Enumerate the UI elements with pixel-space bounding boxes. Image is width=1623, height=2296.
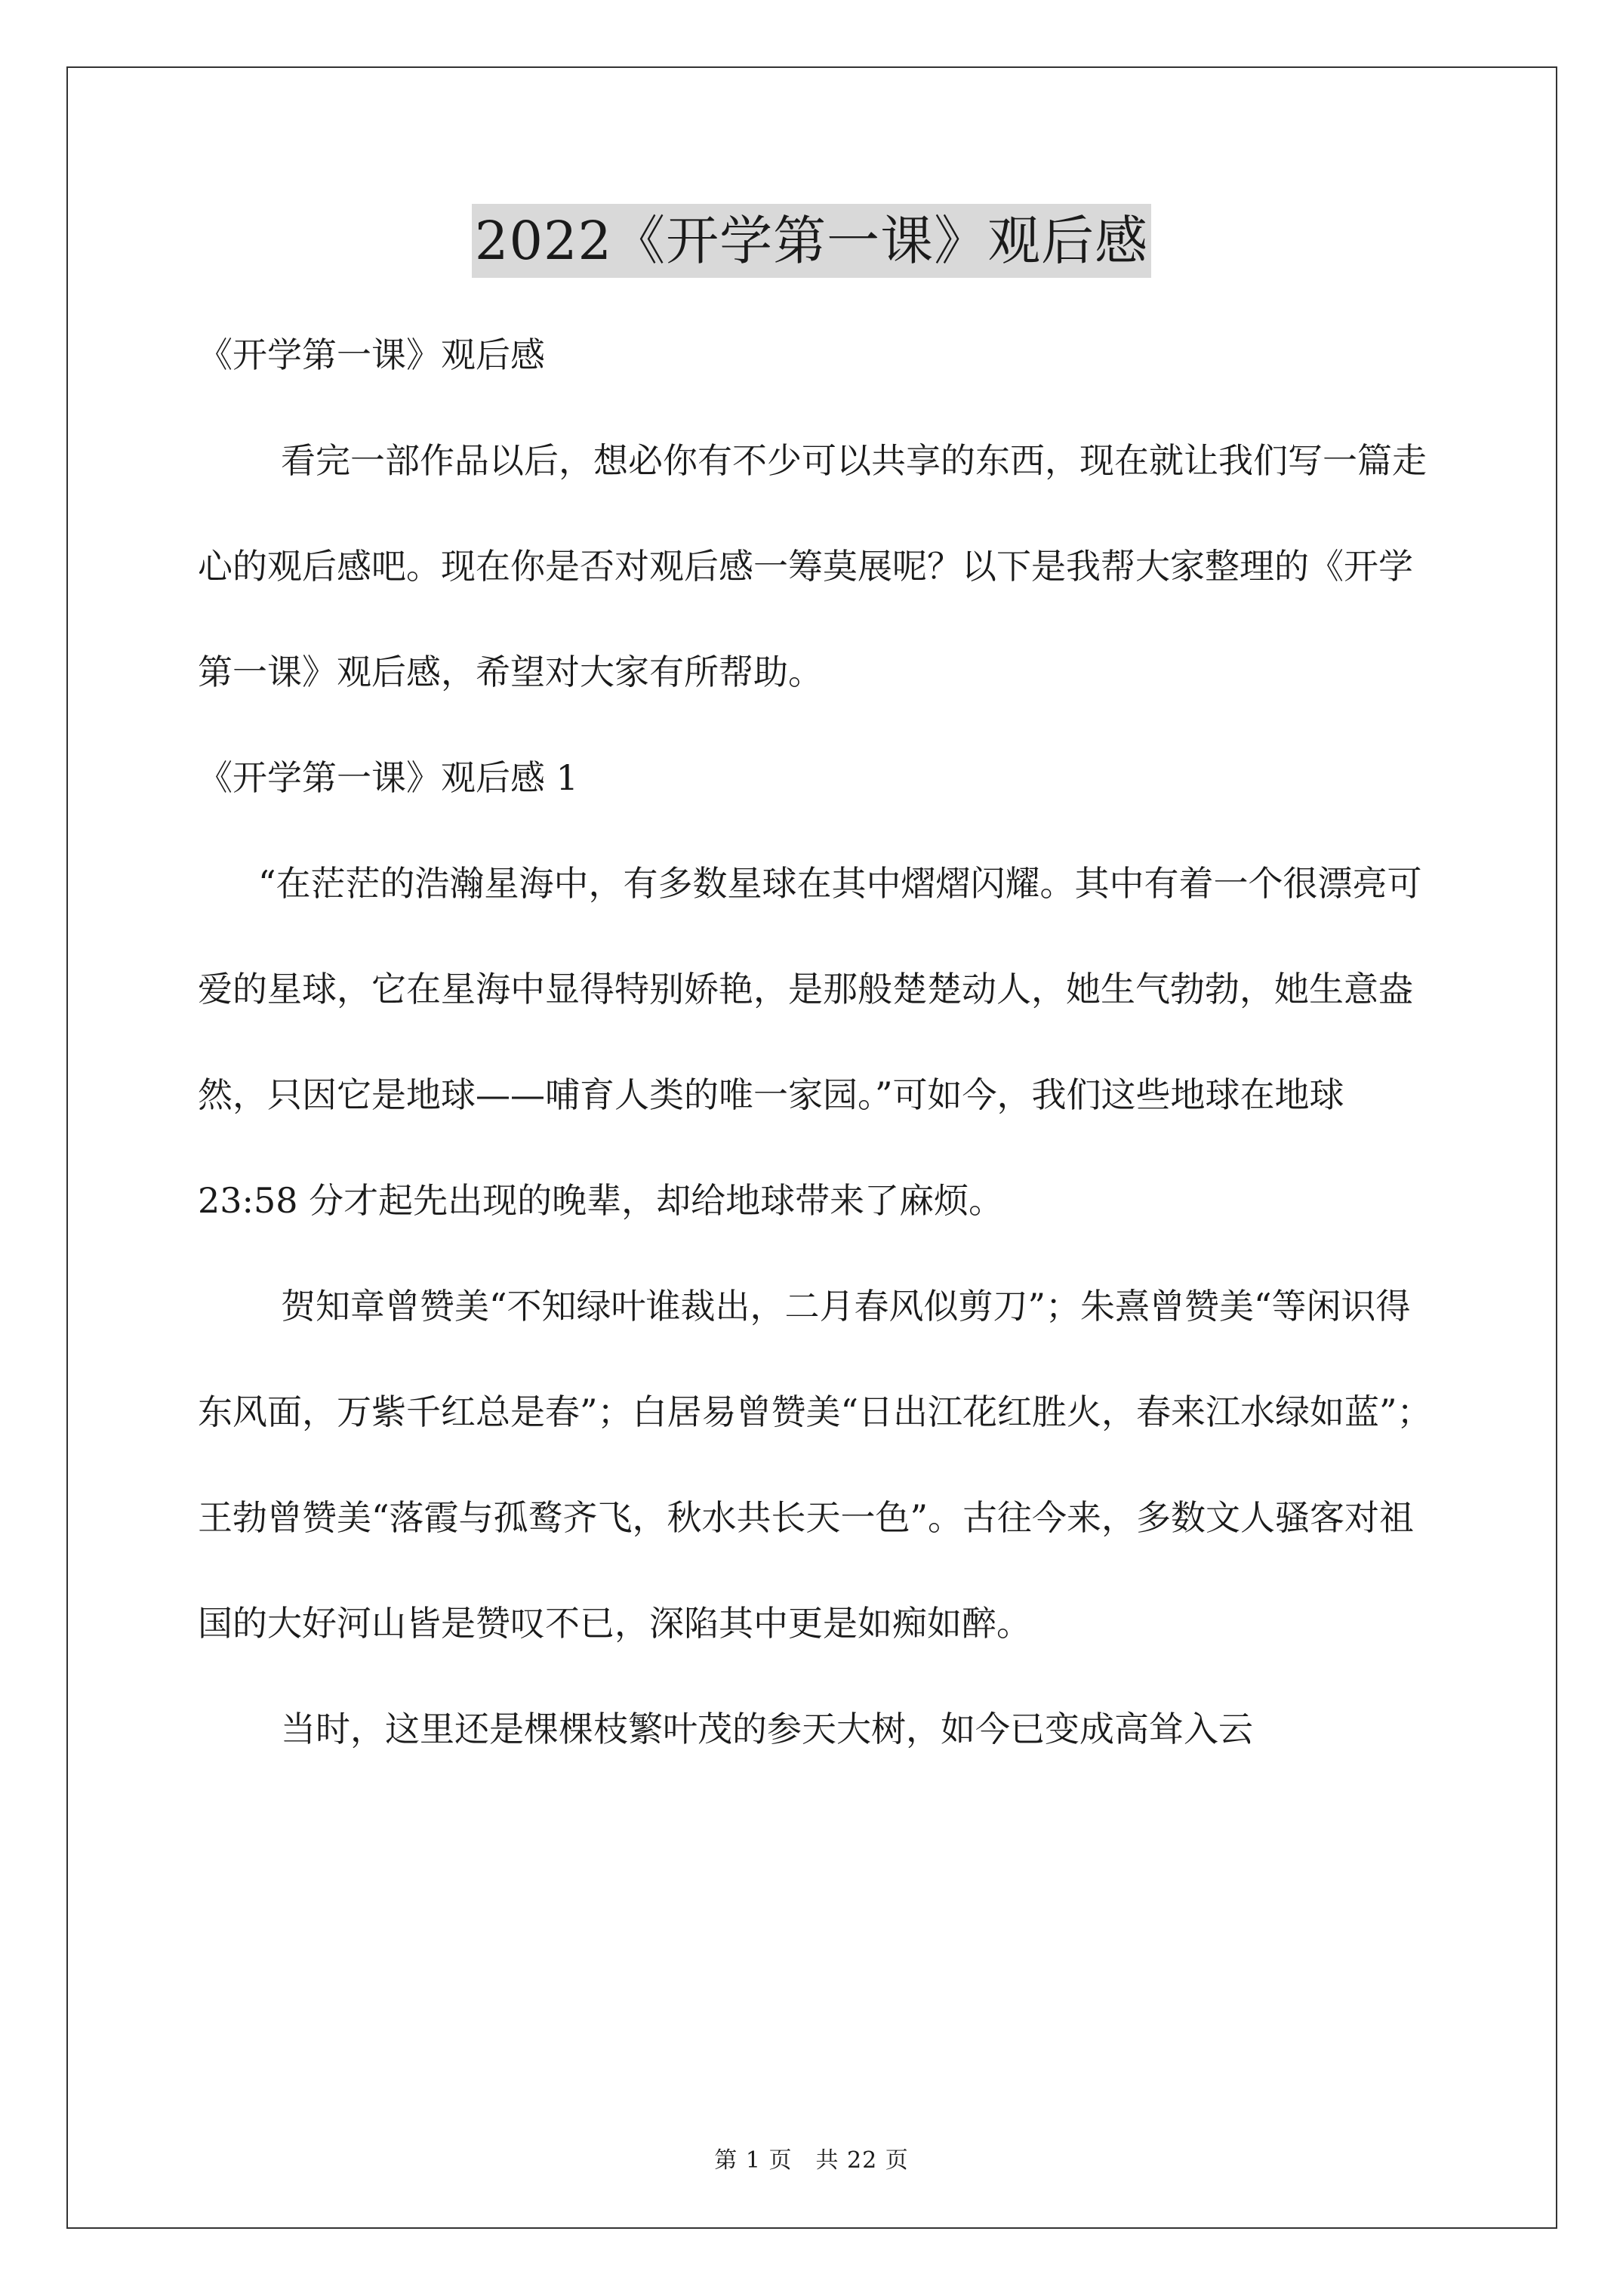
intro-paragraph: 看完一部作品以后，想必你有不少可以共享的东西，现在就让我们写一篇走心的观后感吧。现在你是否对观后感一筹莫展呢？以下是我帮大家整理的《开学第一课》观后感，希望对大家有所帮助。 [198, 440, 1427, 692]
title-container [0, 204, 1623, 278]
body-paragraph: 贺知章曾赞美“不知绿叶谁裁出，二月春风似剪刀”；朱熹曾赞美“等闲识得东风面，万紫千红总是春”；白居易曾赞美“日出江花红胜火，春来江水绿如蓝”；王勃曾赞美“落霞与孤鹜齐飞，秋水共长天一色”。古往今来，多数文人骚客对祖国的大好河山皆是赞叹不已，深陷其中更是如痴如醉。 [198, 1286, 1432, 1644]
document-title: 2022《开学第一课》观后感 [472, 204, 1151, 278]
subtitle-paragraph: 《开学第一课》观后感 [198, 334, 545, 375]
body-paragraph: 当时，这里还是棵棵枝繁叶茂的参天大树，如今已变成高耸入云 [281, 1709, 1253, 1749]
section-heading: 《开学第一课》观后感 1 [198, 757, 578, 798]
page-footer: 第 1 页 共 22 页 [714, 2147, 909, 2174]
body-paragraph: “在茫茫的浩瀚星海中，有多数星球在其中熠熠闪耀。其中有着一个很漂亮可爱的星球，它在星海中显得特别娇艳，是那般楚楚动人，她生气勃勃，她生意盎然，只因它是地球——哺育人类的唯一家园。”可如今，我们这些地球在地球 23:58 分才起先出现的晚辈，却给地球带来了麻烦。 [198, 863, 1422, 1221]
document-body [198, 302, 1436, 1782]
